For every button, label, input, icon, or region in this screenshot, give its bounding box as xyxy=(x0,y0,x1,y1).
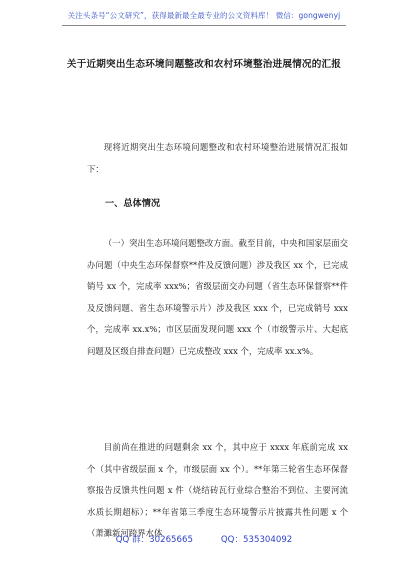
footer-qq-group: QQ 群：30265665 xyxy=(115,535,193,545)
header-divider xyxy=(62,25,346,26)
header-banner: 关注头条号“公文研究”，获得最新最全最专业的公文资料库！ 微信：gongwenyj xyxy=(67,11,341,20)
paragraph-rectification: （一）突出生态环境问题整改方面。截至目前，中央和国家层面交办问题（中央生态环保督察**件及反馈问题）涉及我区 xx 个，已完成销号 xx 个，完成率 xxx%；省级层面交办问题（省生态环保督察**件及反馈问题、省生态环境警示片）涉及我区 xxx 个，已完成销号 xxx 个，完成率 xx.x%；市区层面发现问题 xxx 个（市级警示片、大起底问题及区级自排查问题）已完成整改 xxx 个，完成率 xx.x%。 xyxy=(87,238,348,356)
footer-qq-number: QQ：535304092 xyxy=(220,535,293,545)
section-heading: 一、总体情况 xyxy=(105,198,161,209)
footer-contact xyxy=(0,533,408,545)
intro-paragraph: 现将近期突出生态环境问题整改和农村环境整治进展情况汇报如下： xyxy=(87,142,348,174)
document-title: 关于近期突出生态环境问题整改和农村环境整治进展情况的汇报 xyxy=(66,59,342,70)
paragraph-remaining-issues: 目前尚在推进的问题剩余 xx 个，其中应于 xxxx 年底前完成 xx 个（其中省级层面 x 个，市级层面 xx 个）。**年第三轮省生态环保督察报告反馈共性问题 x 件（烧结砖瓦行业综合整治不到位、主要河流水质长期超标）；**年省第三季度生态环境警示片披露共性问题 x 个（萧濉新河跨界水体 xyxy=(87,442,348,538)
